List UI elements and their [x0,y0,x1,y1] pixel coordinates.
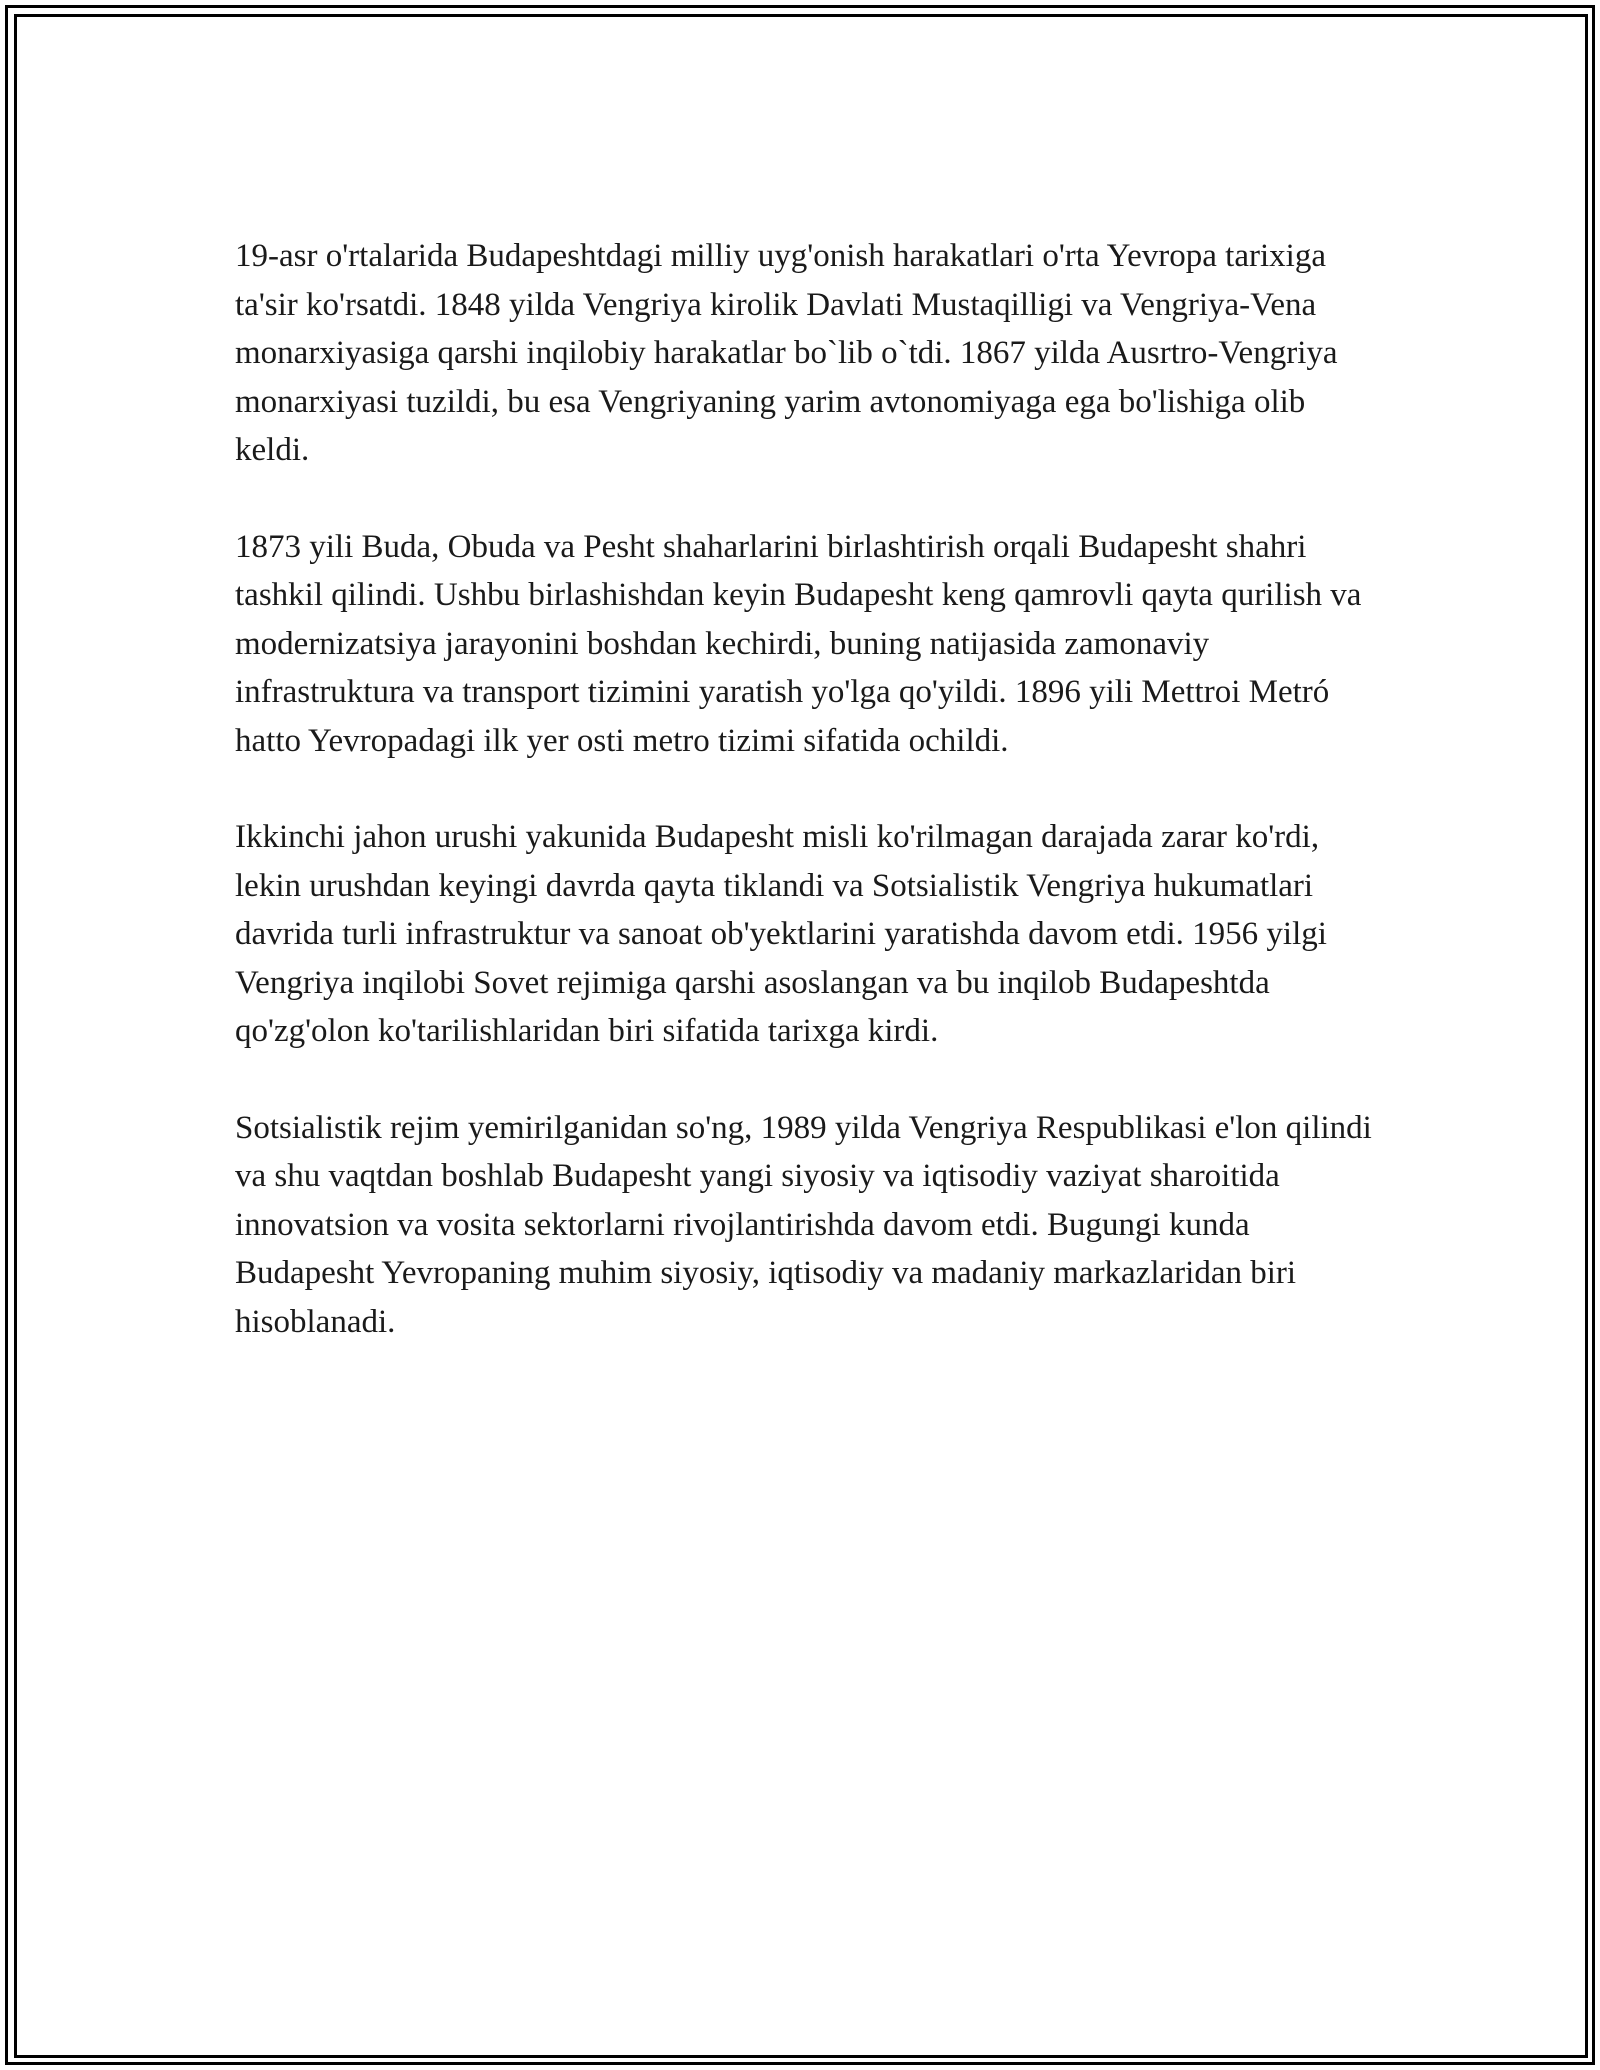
paragraph-2: 1873 yili Buda, Obuda va Pesht shaharlarini birlashtirish orqali Budapesht shahri tashkil qilindi. Ushbu birlashishdan keyin Budapesht keng qamrovli qayta qurilish va modernizatsiya jarayonini boshdan kechirdi, buning natijasida zamonaviy infrastruktura va transport tizimini yaratish yo'lga qo'yildi. 1896 yili Mettroi Metró hatto Yevropadagi ilk yer osti metro tizimi sifatida ochildi. [235,528,1362,759]
document-body [235,232,1375,1394]
paragraph-3: Ikkinchi jahon urushi yakunida Budapesht misli ko'rilmagan darajada zarar ko'rdi, lekin urushdan keyingi davrda qayta tiklandi va Sotsialistik Vengriya hukumatlari davrida turli infrastruktur va sanoat ob'yektlarini yaratishda davom etdi. 1956 yilgi Vengriya inqilobi Sovet rejimiga qarshi asoslangan va bu inqilob Budapeshtda qo'zg'olon ko'tarilishlaridan biri sifatida tarixga kirdi. [235,819,1327,1049]
paragraph-1: 19-asr o'rtalarida Budapeshtdagi milliy uyg'onish harakatlari o'rta Yevropa tarixiga ta'sir ko'rsatdi. 1848 yilda Vengriya kirolik Davlati Mustaqilligi va Vengriya-Vena monarxiyasiga qarshi inqilobiy harakatlar bo`lib o`tdi. 1867 yilda Ausrtro-Vengriya monarxiyasi tuzildi, bu esa Vengriyaning yarim avtonomiyaga ega bo'lishiga olib keldi. [235,238,1338,468]
paragraph-4: Sotsialistik rejim yemirilganidan so'ng, 1989 yilda Vengriya Respublikasi e'lon qilindi va shu vaqtdan boshlab Budapesht yangi siyosiy va iqtisodiy vaziyat sharoitida innovatsion va vosita sektorlarni rivojlantirishda davom etdi. Bugungi kunda Budapesht Yevropaning muhim siyosiy, iqtisodiy va madaniy markazlaridan biri hisoblanadi. [235,1109,1372,1340]
